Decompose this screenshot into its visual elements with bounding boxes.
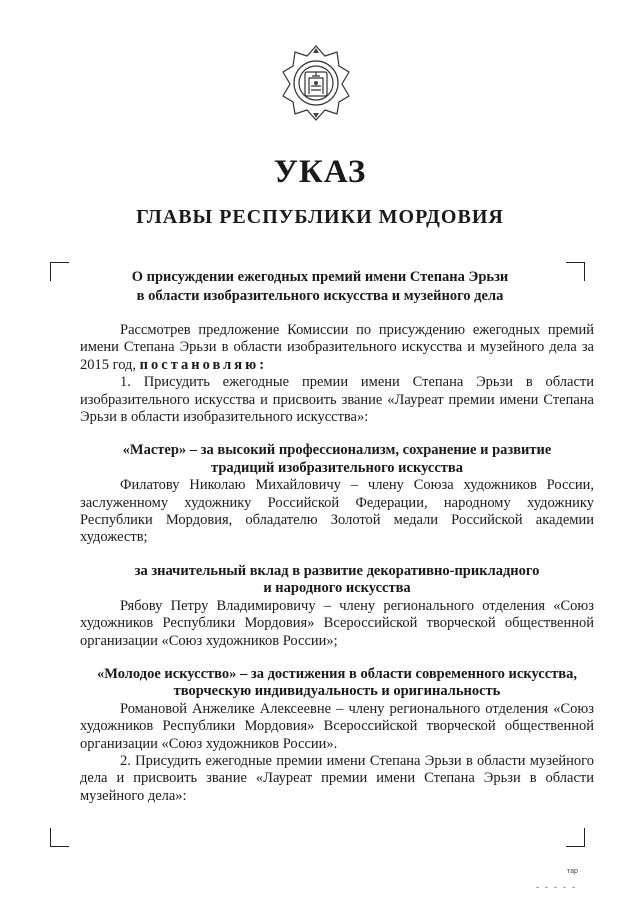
section-heading-line: «Мастер» – за высокий профессионализм, сохранение и развитие	[122, 442, 552, 459]
laureate-paragraph-filatov: Филатову Николаю Михайловичу – члену Союза художников России, заслуженному художнику Российской Федерации, народному художнику Республики Мордовия, обладателю Золотой медали Российской академии художеств;	[80, 477, 594, 546]
decree-heading-line: в области изобразительного искусства и музейного дела	[136, 288, 504, 304]
decree-heading-line: О присуждении ежегодных премий имени Степана Эрьзи	[131, 269, 509, 285]
item-2-paragraph: 2. Присудить ежегодные премии имени Степана Эрьзи в области музейного дела и присвоить звание «Лауреат премии имени Степана Эрьзи в области музейного дела»:	[80, 752, 594, 804]
decree-body	[80, 322, 594, 805]
intro-paragraph	[80, 322, 594, 374]
section-heading-line: «Молодое искусство» – за достижения в области современного искусства,	[96, 665, 577, 682]
section-heading-line: творческую индивидуальность и оригинальность	[173, 683, 501, 700]
section-heading-line: традиций изобразительного искусства	[211, 459, 463, 476]
section-heading-young-art	[80, 666, 594, 701]
intro-text: Рассмотрев предложение Комиссии по присуждению ежегодных премий имени Степана Эрьзи в области изобразительного искусства и музейного дела за 2015 год,	[80, 322, 594, 373]
intro-resolution-word: постановляю:	[139, 356, 268, 373]
corner-mark-top-left	[50, 262, 69, 281]
item-1-paragraph: 1. Присудить ежегодные премии имени Степана Эрьзи в области изобразительного искусства и присвоить звание «Лауреат премии имени Степана Эрьзи в области изобразительного искусства»:	[80, 374, 594, 426]
section-heading-line: за значительный вклад в развитие декоративно-прикладного	[134, 562, 540, 579]
corner-mark-top-right	[566, 262, 585, 281]
laureate-paragraph-ryabov: Рябову Петру Владимировичу – члену регионального отделения «Союз художников Республики Мордовия» Всероссийской творческой общественной организации «Союз художников России»;	[80, 597, 594, 649]
section-heading-decorative	[80, 563, 594, 598]
coat-of-arms-icon	[279, 42, 353, 122]
corner-mark-bottom-right	[566, 828, 585, 847]
corner-mark-bottom-left	[50, 828, 69, 847]
decree-heading	[82, 268, 558, 306]
section-heading-master	[80, 442, 594, 477]
document-title: УКАЗ	[273, 154, 367, 190]
footer-dots: -----	[536, 882, 581, 892]
document-subtitle: ГЛАВЫ РЕСПУБЛИКИ МОРДОВИЯ	[136, 206, 504, 228]
laureate-paragraph-romanova: Романовой Анжелике Алексеевне – члену регионального отделения «Союз художников Республики Мордовия» Всероссийской творческой общественной организации «Союз художников России».	[80, 700, 594, 752]
section-heading-line: и народного искусства	[263, 580, 411, 597]
footer-mark: тар	[567, 868, 578, 875]
